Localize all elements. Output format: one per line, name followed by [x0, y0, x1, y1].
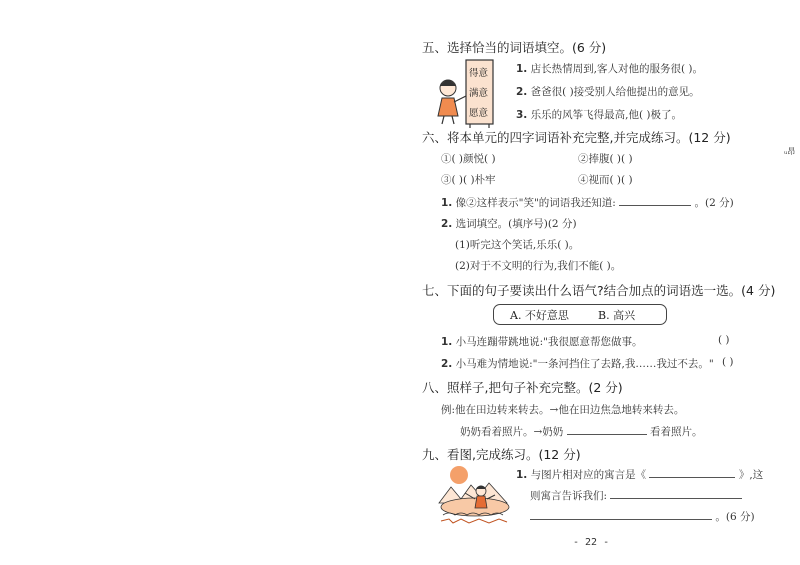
edge-mark: ᵤ昂	[784, 147, 796, 156]
s7-item-1-paren[interactable]: ( )	[718, 334, 730, 346]
section-6-heading: 六、将本单元的四字词语补充完整,并完成练习。(12 分)	[422, 130, 731, 145]
s9-question-1-line3: 。(6 分)	[530, 508, 755, 524]
idiom-1: ①( )颜悦( )	[441, 153, 496, 165]
s6-question-1: 1. 像②这样表示"笑"的词语我还知道: 。(2 分)	[441, 194, 734, 210]
idiom-2: ②捧腹( )( )	[578, 153, 633, 165]
s5-item-2: 2. 爸爸很( )接受别人给他提出的意见。	[516, 86, 700, 98]
fable-illustration	[437, 463, 513, 525]
girl-board-image	[432, 58, 502, 128]
section-9-heading: 九、看图,完成练习。(12 分)	[422, 447, 581, 462]
girl-with-board-illustration	[432, 58, 502, 128]
s5-item-1: 1. 店长热情周到,客人对他的服务很( )。	[516, 63, 704, 75]
s6-question-2: 2. 选词填空。(填序号)(2 分)	[441, 218, 577, 230]
board-word: 满意	[469, 88, 489, 99]
answer-blank[interactable]	[610, 487, 742, 499]
fable-image	[437, 463, 513, 525]
answer-blank[interactable]	[649, 466, 735, 478]
s8-exercise: 奶奶看着照片。→奶奶 看着照片。	[460, 423, 703, 439]
s9-question-1: 1. 与图片相对应的寓言是《 》,这	[516, 466, 763, 482]
s5-item-3: 3. 乐乐的风筝飞得最高,他( )极了。	[516, 109, 683, 121]
option-b: B. 高兴	[598, 309, 636, 322]
answer-blank[interactable]	[567, 423, 647, 435]
idiom-3: ③( )( )朴牢	[441, 174, 496, 186]
s7-item-2: 2. 小马难为情地说:"一条河挡住了去路,我……我过不去。"	[441, 358, 714, 370]
s6-question-2a: (1)听完这个笑话,乐乐( )。	[455, 239, 580, 251]
page-number: - 22 -	[573, 537, 610, 548]
s7-item-1: 1. 小马连蹦带跳地说:"我很愿意帮您做事。	[441, 336, 643, 348]
s9-question-1-line2: 则寓言告诉我们:	[530, 487, 742, 503]
s7-item-2-paren[interactable]: ( )	[722, 356, 734, 368]
section-7-heading: 七、下面的句子要读出什么语气?结合加点的词语选一选。(4 分)	[422, 283, 776, 298]
board-words	[469, 64, 488, 124]
idiom-4: ④视而( )( )	[578, 174, 633, 186]
board-word: 得意	[469, 68, 489, 79]
answer-blank[interactable]	[619, 194, 691, 206]
choice-options-box	[493, 304, 667, 325]
board-word: 愿意	[469, 108, 489, 119]
section-5-heading: 五、选择恰当的词语填空。(6 分)	[422, 40, 607, 55]
option-a: A. 不好意思	[510, 309, 569, 322]
s6-question-2b: (2)对于不文明的行为,我们不能( )。	[455, 260, 622, 272]
s8-example: 例:他在田边转来转去。→他在田边焦急地转来转去。	[441, 404, 685, 416]
section-8-heading: 八、照样子,把句子补充完整。(2 分)	[422, 380, 623, 395]
answer-blank[interactable]	[530, 508, 712, 520]
